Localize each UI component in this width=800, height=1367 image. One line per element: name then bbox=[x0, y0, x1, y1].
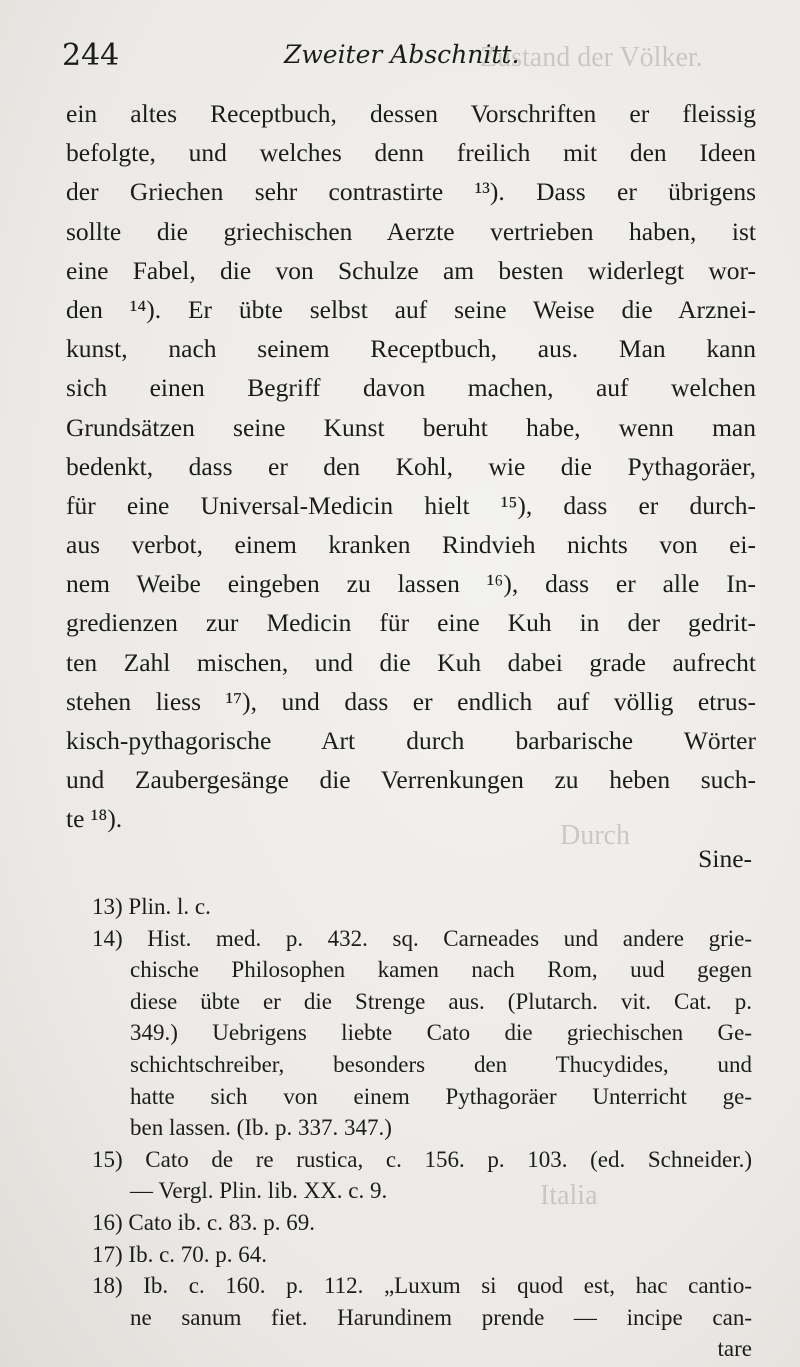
footnote bbox=[92, 923, 752, 1144]
footnote bbox=[92, 1207, 752, 1239]
text-line: sollte die griechischen Aerzte vertrieben haben, ist bbox=[66, 216, 756, 246]
text-line: nem Weibe eingeben zu lassen ¹⁶), dass er alle In- bbox=[66, 569, 756, 599]
footnote-line: chische Philosophen kamen nach Rom, uud gegen bbox=[130, 957, 752, 983]
text-line: sich einen Begriff davon machen, auf welchen bbox=[66, 373, 756, 403]
footnote-line: 13) Plin. l. c. bbox=[92, 894, 211, 919]
text-line: ten Zahl mischen, und die Kuh dabei grade aufrecht bbox=[66, 647, 756, 677]
footnote-line: hatte sich von einem Pythagoräer Unterricht ge- bbox=[130, 1083, 752, 1109]
catchword: Sine- bbox=[698, 843, 752, 873]
footnote-line: schichtschreiber, besonders den Thucydides, und bbox=[130, 1051, 752, 1077]
bleed-through-text: Zustand der Völker. bbox=[480, 42, 703, 73]
footnote-line: — Vergl. Plin. lib. XX. c. 9. bbox=[130, 1178, 388, 1204]
text-line: ein altes Receptbuch, dessen Vorschriften er fleissig bbox=[66, 99, 756, 128]
text-line: aus verbot, einem kranken Rindvieh nichts von ei- bbox=[66, 530, 756, 560]
footnote-line: 18) Ib. c. 160. p. 112. „Luxum si quod est, hac cantio- bbox=[92, 1273, 752, 1299]
footnotes bbox=[92, 891, 752, 1365]
text-line: stehen liess ¹⁷), und dass er endlich auf völlig etrus- bbox=[66, 686, 756, 716]
running-head: Zweiter Abschnitt. bbox=[284, 40, 520, 69]
text-line: eine Fabel, die von Schulze am besten widerlegt wor- bbox=[66, 255, 756, 285]
text-line: den ¹⁴). Er übte selbst auf seine Weise die Arznei- bbox=[66, 294, 756, 324]
text-line: kunst, nach seinem Receptbuch, aus. Man kann bbox=[66, 334, 756, 364]
footnote bbox=[92, 891, 752, 923]
footnote-line: 17) Ib. c. 70. p. 64. bbox=[92, 1241, 268, 1267]
text-line: te ¹⁸). bbox=[66, 804, 123, 834]
footnote-line: ne sanum fiet. Harundinem prende — incipe can- bbox=[130, 1304, 752, 1330]
text-line: Grundsätzen seine Kunst beruht habe, wenn man bbox=[66, 412, 756, 442]
footnote bbox=[92, 1270, 752, 1365]
text-line: kisch-pythagorische Art durch barbarische Wörter bbox=[66, 726, 756, 755]
footnote-line: 349.) Uebrigens liebte Cato die griechischen Ge- bbox=[130, 1020, 752, 1046]
text-line: gredienzen zur Medicin für eine Kuh in der gedrit- bbox=[66, 608, 756, 638]
footnote-line: ben lassen. (Ib. p. 337. 347.) bbox=[130, 1115, 392, 1141]
text-line: für eine Universal-Medicin hielt ¹⁵), dass er durch- bbox=[66, 490, 756, 520]
footnote-line: tare bbox=[717, 1336, 752, 1362]
footnote-line: diese übte er die Strenge aus. (Plutarch. vit. Cat. p. bbox=[130, 988, 752, 1014]
footnote-line: 15) Cato de re rustica, c. 156. p. 103. (ed. Schneider.) bbox=[92, 1146, 752, 1172]
footnote bbox=[92, 1144, 752, 1207]
text-line: der Griechen sehr contrastirte ¹³). Dass er übrigens bbox=[66, 177, 756, 207]
bleed-through-text: Italia bbox=[540, 1180, 598, 1211]
footnote bbox=[92, 1239, 752, 1271]
page-number: 244 bbox=[62, 38, 120, 73]
text-line: befolgte, und welches denn freilich mit den Ideen bbox=[66, 138, 756, 168]
text-line: und Zaubergesänge die Verrenkungen zu heben such- bbox=[66, 765, 756, 795]
footnote-line: 14) Hist. med. p. 432. sq. Carneades und andere grie- bbox=[92, 925, 752, 951]
bleed-through-text: Durch bbox=[560, 820, 630, 851]
footnote-line: 16) Cato ib. c. 83. p. 69. bbox=[92, 1209, 315, 1235]
main-text bbox=[66, 94, 756, 878]
page-header bbox=[62, 38, 762, 78]
text-line: bedenkt, dass er den Kohl, wie die Pythagoräer, bbox=[66, 451, 756, 481]
